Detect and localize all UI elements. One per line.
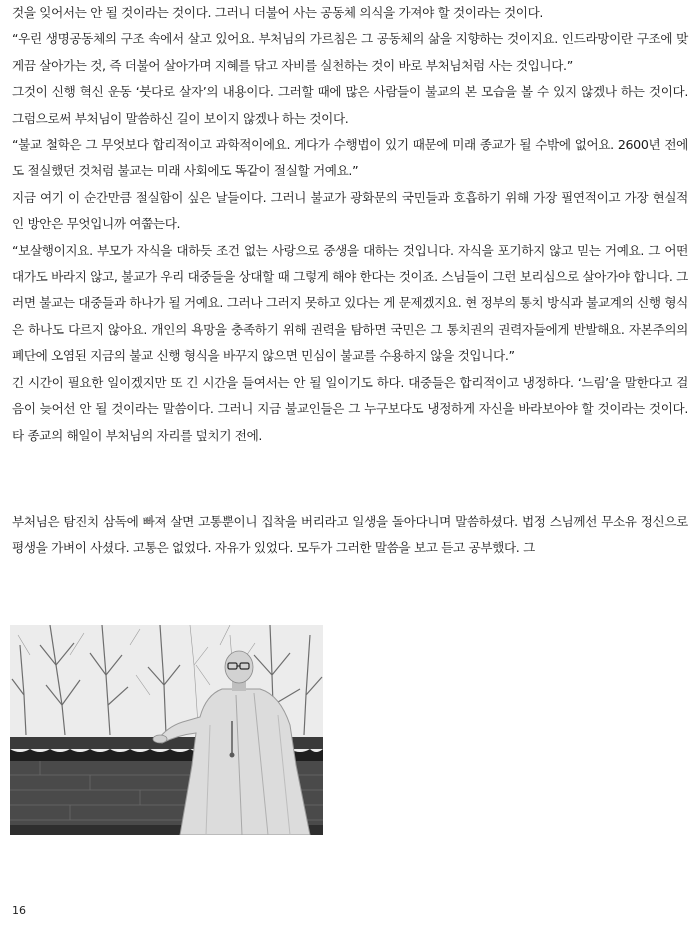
paragraph: 지금 여기 이 순간만큼 절실함이 싶은 날들이다. 그러니 불교가 광화문의 국민들과 호흡하기 위해 가장 필연적이고 가장 현실적인 방안은 무엇입니까 여쭙는다. <box>12 189 688 232</box>
quote-paragraph: “불교 철학은 그 무엇보다 합리적이고 과학적이에요. 게다가 수행법이 있기 때문에 미래 종교가 될 수밖에 없어요. 2600년 전에도 절실했던 것처럼 불교는 미래 사회에도 똑같이 절실할 거예요.” <box>12 137 688 179</box>
paragraph: 부처님은 탐진치 삼독에 빠져 살면 고통뿐이니 집착을 버리라고 일생을 돌아다니며 말씀하셨다. 법정 스님께선 무소유 정신으로 평생을 가벼이 사셨다. 고통은 없었다. 자유가 있었다. 모두가 그러한 말씀을 보고 듣고 공부했다. 그 <box>12 514 688 556</box>
main-text-block <box>12 0 688 449</box>
monk-photo <box>10 625 323 835</box>
quote-paragraph: “보살행이지요. 부모가 자식을 대하듯 조건 없는 사랑으로 중생을 대하는 것입니다. 자식을 포기하지 않고 믿는 거예요. 그 어떤 대가도 바라지 않고, 불교가 우리 대중들을 상대할 때 그렇게 해야 한다는 것이죠. 스님들이 그런 보리심으로 살아가야 합니다. 그러면 불교는 대중들과 하나가 될 거예요. 그러나 그러지 못하고 있다는 게 문제겠지요. 현 정부의 통치 방식과 불교계의 신행 형식은 하나도 다르지 않아요. 개인의 욕망을 충족하기 위해 권력을 탐하면 국민은 그 통치권의 권력자들에게 반발해요. 자본주의의 폐단에 오염된 지금의 불교 신행 형식을 바꾸지 않으면 민심이 불교를 수용하지 않을 것입니다.” <box>12 242 688 364</box>
second-text-block <box>12 509 688 562</box>
paragraph: 것을 잊어서는 안 될 것이라는 것이다. 그러니 더불어 사는 공동체 의식을 가져야 할 것이라는 것이다. <box>12 5 544 20</box>
monk-photo-illustration <box>10 625 323 835</box>
page-number: 16 <box>12 904 26 917</box>
paragraph: 그것이 신행 혁신 운동 ‘붓다로 살자’의 내용이다. 그러할 때에 많은 사람들이 불교의 본 모습을 볼 수 있지 않겠나 하는 것이다. 그럼으로써 부처님이 말씀하신 길이 보이지 않겠나 하는 것이다. <box>12 84 688 126</box>
paragraph: 긴 시간이 필요한 일이겠지만 또 긴 시간을 들여서는 안 될 일이기도 하다. 대중들은 합리적이고 냉정하다. ‘느림’을 말한다고 걸음이 늦어선 안 될 것이라는 말씀이다. 그러니 지금 불교인들은 그 누구보다도 냉정하게 자신을 바라보아야 할 것이라는 것이다. 타 종교의 해일이 부처님의 자리를 덮치기 전에. <box>12 374 688 443</box>
quote-paragraph: “우린 생명공동체의 구조 속에서 살고 있어요. 부처님의 가르침은 그 공동체의 삶을 지향하는 것이지요. 인드라망이란 구조에 맞게끔 살아가는 것, 즉 더불어 살아가며 지혜를 닦고 자비를 실천하는 것이 바로 부처님처럼 사는 것입니다.” <box>12 31 688 73</box>
